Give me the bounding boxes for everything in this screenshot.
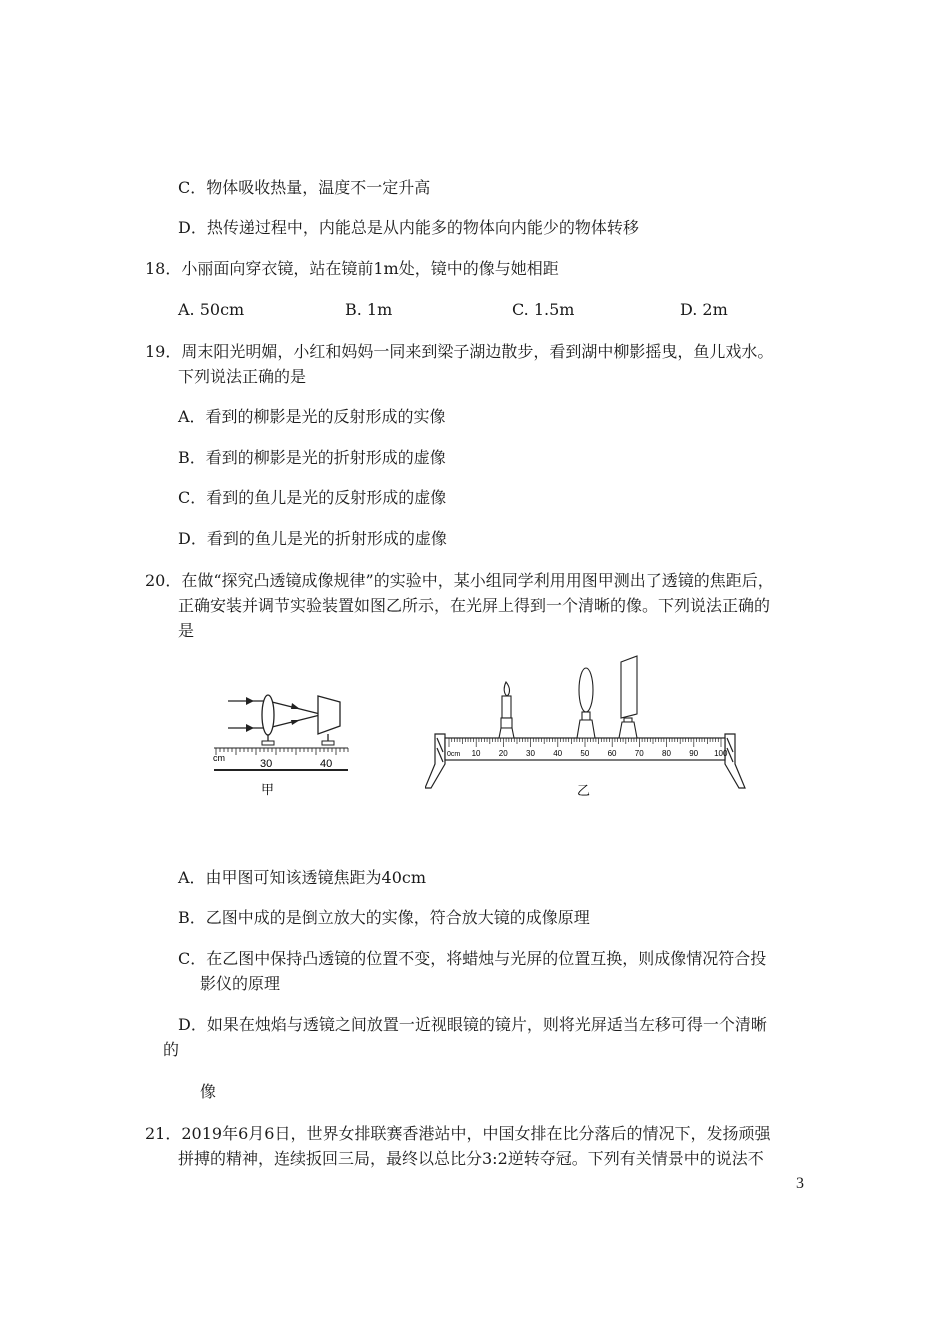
bench-tick-label: 100: [714, 749, 728, 758]
bench-tick-label: 40: [553, 749, 563, 758]
unit-label-yi: 0cm: [447, 751, 461, 758]
q19-option-c: C．看到的鱼儿是光的反射形成的虚像: [178, 488, 447, 507]
figure-yi: [425, 652, 750, 802]
q20-option-d-line2: 的: [163, 1040, 180, 1059]
q20-option-c-line2: 影仪的原理: [200, 974, 281, 993]
caption-jia: 甲: [261, 783, 275, 798]
q18-option-a: A. 50cm: [178, 300, 245, 319]
q18-option-b: B. 1m: [345, 300, 393, 319]
q18-options: [178, 299, 778, 321]
tick-40: 40: [320, 758, 333, 770]
q18-option-d: D. 2m: [680, 300, 728, 319]
screen-on-bench: [619, 656, 637, 738]
q20-option-b: B．乙图中成的是倒立放大的实像，符合放大镜的成像原理: [178, 908, 590, 927]
bench-tick-label: 90: [689, 749, 699, 758]
q17-option-c: C．物体吸收热量，温度不一定升高: [178, 178, 431, 197]
q20-stem-line2: 正确安装并调节实验装置如图乙所示，在光屏上得到一个清晰的像。下列说法正确的: [178, 596, 771, 615]
bench-tick-label: 50: [580, 749, 590, 758]
q20-option-d-line3: 像: [200, 1082, 217, 1101]
convex-lens: [262, 695, 274, 735]
lens-on-bench: [577, 668, 595, 738]
bench-tick-label: 30: [526, 749, 535, 758]
bench-tick-label: 10: [471, 749, 481, 758]
q20-stem-line3: 是: [178, 621, 195, 640]
candle: [499, 682, 514, 738]
q19-option-d: D．看到的鱼儿是光的折射形成的虚像: [178, 529, 447, 548]
page-number: 3: [796, 1175, 804, 1192]
q21-stem-line1: 21．2019年6月6日，世界女排联赛香港站中，中国女排在比分落后的情况下，发扬顽强: [145, 1124, 771, 1143]
figure-jia: [210, 688, 355, 803]
q20-option-a: A．由甲图可知该透镜焦距为40cm: [178, 868, 427, 887]
q19-stem-line2: 下列说法正确的是: [178, 367, 307, 386]
q19-option-b: B．看到的柳影是光的折射形成的虚像: [178, 448, 446, 467]
q17-option-d: D．热传递过程中，内能总是从内能多的物体向内能少的物体转移: [178, 218, 639, 237]
q18-option-c: C. 1.5m: [512, 300, 575, 319]
bench-tick-label: 20: [498, 749, 508, 758]
tick-30: 30: [260, 758, 273, 770]
q18-stem: 18．小丽面向穿衣镜，站在镜前1m处，镜中的像与她相距: [145, 259, 559, 278]
caption-yi: 乙: [577, 784, 591, 799]
bench-tick-label: 60: [607, 749, 617, 758]
q19-option-a: A．看到的柳影是光的反射形成的实像: [178, 407, 446, 426]
bench-tick-label: 70: [634, 749, 644, 758]
q19-stem-line1: 19．周末阳光明媚，小红和妈妈一同来到梁子湖边散步，看到湖中柳影摇曳，鱼儿戏水。: [145, 342, 774, 361]
bench-tick-label: 80: [662, 749, 671, 758]
light-screen: [318, 696, 340, 734]
q20-option-c-line1: C．在乙图中保持凸透镜的位置不变，将蜡烛与光屏的位置互换，则成像情况符合投: [178, 949, 767, 968]
q20-option-d-line1: D．如果在烛焰与透镜之间放置一近视眼镜的镜片，则将光屏适当左移可得一个清晰: [178, 1015, 767, 1034]
q20-stem-line1: 20．在做“探究凸透镜成像规律”的实验中，某小组同学利用用图甲测出了透镜的焦距后，: [145, 571, 774, 590]
unit-label: cm: [213, 753, 225, 763]
q21-stem-line2: 拼搏的精神，连续扳回三局，最终以总比分3:2逆转夺冠。下列有关情景中的说法不: [178, 1149, 764, 1168]
